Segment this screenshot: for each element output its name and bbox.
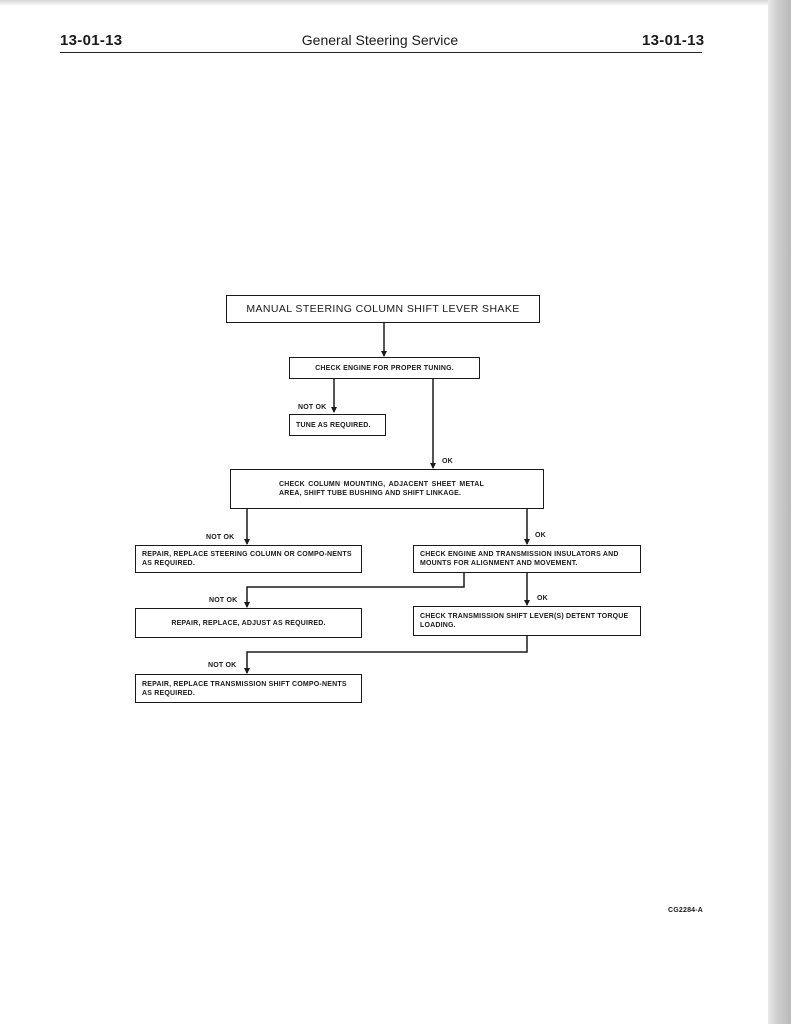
connector-shift-lever-to-repair-components <box>247 636 527 673</box>
page-title: General Steering Service <box>301 32 459 48</box>
repair-shift-components-text: REPAIR, REPLACE TRANSMISSION SHIFT COMPO-NENTS AS REQUIRED. <box>142 680 347 697</box>
label-ok-insulators: OK <box>537 595 548 602</box>
repair-adjust-box <box>135 608 362 638</box>
label-not-ok-insulators: NOT OK <box>209 597 238 604</box>
label-not-ok-tuning: NOT OK <box>298 404 327 411</box>
check-engine-tuning-text: CHECK ENGINE FOR PROPER TUNING. <box>315 364 454 372</box>
check-shift-lever-box <box>413 606 641 636</box>
section-number-left: 13-01-13 <box>60 32 123 49</box>
flowchart-title: MANUAL STEERING COLUMN SHIFT LEVER SHAKE <box>246 302 520 315</box>
section-number-right: 13-01-13 <box>642 32 705 49</box>
check-engine-tuning-box <box>289 357 480 379</box>
tune-as-required-text: TUNE AS REQUIRED. <box>296 421 371 429</box>
label-not-ok-shift-lever: NOT OK <box>208 662 237 669</box>
label-ok-column: OK <box>535 532 546 539</box>
figure-id: CG2284-A <box>668 907 704 914</box>
label-not-ok-column: NOT OK <box>206 534 235 541</box>
repair-steering-column-box <box>135 545 362 573</box>
check-insulators-box <box>413 545 641 573</box>
repair-adjust-text: REPAIR, REPLACE, ADJUST AS REQUIRED. <box>171 619 326 627</box>
check-insulators-text: CHECK ENGINE AND TRANSMISSION INSULATORS AND MOUNTS FOR ALIGNMENT AND MOVEMENT. <box>420 551 619 567</box>
repair-steering-column-text: REPAIR, REPLACE STEERING COLUMN OR COMPO-NENTS AS REQUIRED. <box>142 551 352 567</box>
connector-insulators-to-repair-adjust <box>247 572 464 607</box>
label-ok-tuning: OK <box>442 458 453 465</box>
flowchart-title-box <box>226 295 540 323</box>
check-shift-lever-text: CHECK TRANSMISSION SHIFT LEVER(S) DETENT TORQUE LOADING. <box>420 613 629 629</box>
check-column-mounting-text: CHECK COLUMN MOUNTING, ADJACENT SHEET METAL AREA, SHIFT TUBE BUSHING AND SHIFT LINKAGE. <box>279 481 484 497</box>
repair-shift-components-box <box>135 674 362 703</box>
page-binding-edge <box>768 0 791 1024</box>
check-column-mounting-box <box>230 469 544 509</box>
tune-as-required-box <box>289 414 386 436</box>
